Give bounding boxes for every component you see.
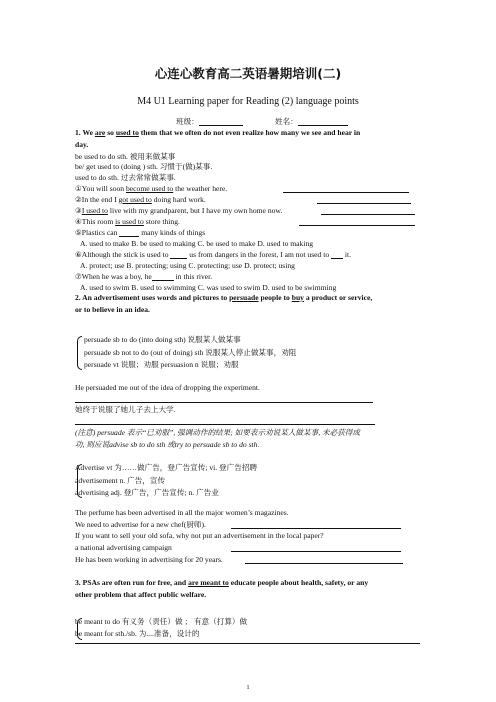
persuade-usage-2: persuade sb not to do (out of doing) sth 说服某人停止做某事，劝阻 (84, 348, 297, 357)
sentence-4: ④This room is used to store thing. (75, 217, 180, 226)
options-7: A. used to swim B. used to swimming C. was used to swim D. used to be swimming (80, 283, 337, 292)
sentence-1: ①You will soon become used to the weather here. (75, 184, 228, 193)
translation-line-1[interactable] (75, 402, 373, 403)
blank-7[interactable] (152, 272, 174, 281)
usage-note-2: be/ get used to (doing ) sth. 习惯于(做)某事. (75, 162, 213, 171)
class-label: 班级： (176, 117, 199, 126)
advertise-def-2: advertisement n. 广告，宣传 (75, 476, 166, 485)
answer-line-1[interactable] (283, 192, 409, 193)
usage-note-1: be used to do sth. 被用来做某事 (75, 152, 176, 161)
sentence-3: ③I used to live with my grandparent, but I have my own home now. (75, 206, 283, 215)
sentence-2: ②In the end I got used to doing hard work. (75, 195, 206, 204)
name-field (275, 117, 348, 126)
options-6: A. protect; use B. protecting; using C. protecting; use D. protect; using (80, 261, 295, 270)
page-number: 1 (246, 684, 250, 691)
advertise-example-2: We need to advertise for a new chef(厨师). (75, 520, 206, 529)
translation-line-3[interactable] (231, 528, 401, 529)
name-label: 姓名： (275, 117, 298, 126)
class-field (176, 117, 243, 126)
advertise-def-1: Advertise vt 为……做广告，登广告宣传; vi. 登广告招聘 (75, 463, 258, 472)
persuade-usage-1: persuade sb to do (into doing sth) 说服某人做某事 (84, 335, 241, 344)
sentence-6: ⑥Although the stick is used to us from dangers in the forest, I am not used to it. (75, 250, 352, 259)
name-blank[interactable] (298, 117, 348, 126)
q3-line2: other problem that affect public welfare. (75, 590, 207, 599)
blank-6b[interactable] (331, 250, 343, 259)
meant-usage-2: be meant for sth./sb. 为....准备，设计的 (75, 629, 200, 638)
persuade-note-line1: (注意) persuade 表示“已劝服”, 强调动作的结果; 如要表示劝说某人做某事, 未必获得成 (75, 428, 360, 437)
persuade-example-2: 她终于说服了她儿子去上大学. (75, 405, 176, 414)
answer-line-3[interactable] (321, 214, 415, 215)
translation-line-5[interactable] (245, 563, 403, 564)
brace-persuade (77, 336, 82, 370)
advertise-def-3: advertising adj. 登广告，广告宣传; n. 广告业 (75, 488, 219, 497)
persuade-note-line2: 功, 则应说advise sb to do sth 或try to persuade sb to do sth. (75, 440, 260, 449)
advertise-example-1: The perfume has been advertised in all the major women’s magazines. (75, 508, 289, 517)
persuade-usage-3: persuade vt 说服；劝服 persuasion n 说服；劝服 (84, 360, 239, 369)
options-5: A. used to make B. be used to making C. be used to make D. used to making (80, 239, 314, 248)
q1-line2: day. (75, 140, 89, 149)
separator-line (75, 643, 420, 644)
answer-line-4[interactable] (299, 225, 415, 226)
class-blank[interactable] (199, 117, 243, 126)
blank-5[interactable] (119, 228, 139, 237)
page-title: 心连心教育高二英语暑期培训(二) (154, 66, 342, 81)
blank-6a[interactable] (170, 250, 187, 259)
advertise-example-4: a national advertising campaign (75, 543, 172, 552)
sentence-5: ⑤Plastics can many kinds of things (75, 228, 206, 237)
answer-line-2[interactable] (317, 203, 411, 204)
q1-line1: 1. We are so used to them that we often do not even realize how many we see and hear in (75, 128, 361, 137)
q2-line1: 2. An advertisement uses words and pictures to persuade people to buy a product or service, (75, 293, 373, 302)
page-subtitle: M4 U1 Learning paper for Reading (2) language points (137, 96, 359, 107)
advertise-example-3: If you want to sell your old sofa, why not put an advertisement in the local paper? (75, 531, 324, 540)
translation-line-4[interactable] (231, 551, 401, 552)
sentence-7: ⑦When he was a boy, he in this river. (75, 272, 213, 281)
usage-note-3: used to do sth. 过去常常做某事. (75, 173, 176, 182)
meant-usage-1: be meant to do 有义务（责任）做 ； 有意（打算）做 (75, 617, 248, 626)
translation-line-2[interactable] (75, 424, 375, 425)
advertise-example-5: He has been working in advertising for 20 years. (75, 555, 223, 564)
q2-line2: or to believe in an idea. (75, 305, 150, 314)
q3-line1: 3. PSAs are often run for free, and are meant to educate people about health, safety, or any (75, 578, 369, 587)
persuade-example-1: He persuaded me out of the idea of dropping the experiment. (75, 383, 260, 392)
